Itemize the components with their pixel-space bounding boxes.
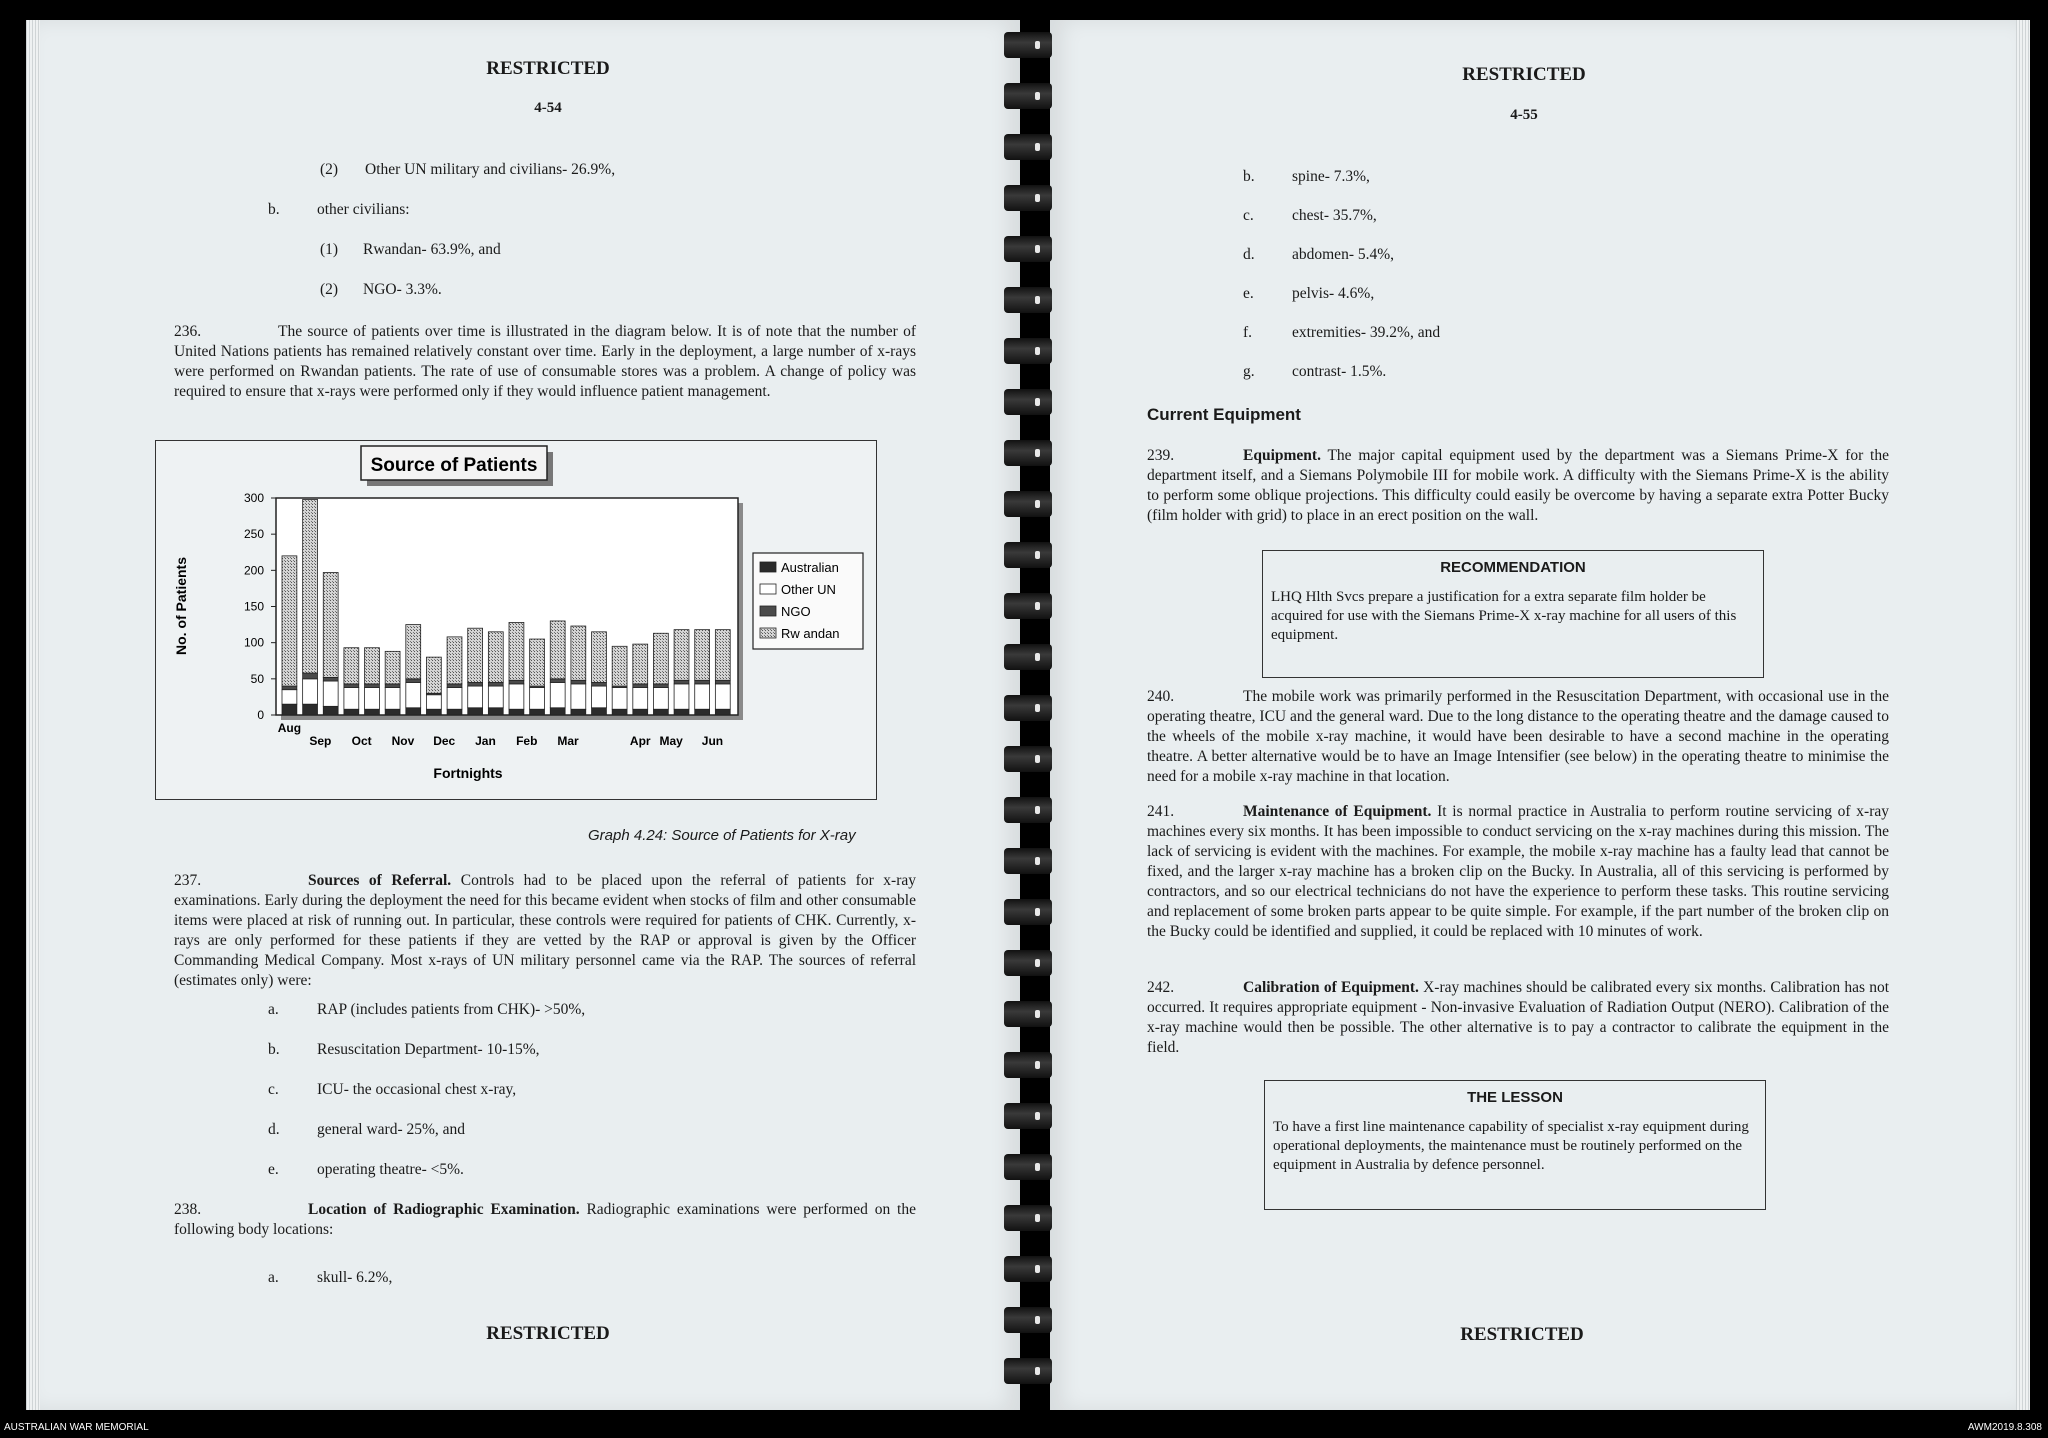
- binding-coil: [1004, 899, 1052, 925]
- bar-segment-australian: [633, 709, 648, 715]
- bar-segment-rwandan: [282, 556, 297, 686]
- bar-segment-ngo: [323, 677, 338, 681]
- right-page: [1050, 20, 2016, 1410]
- list-item-text: RAP (includes patients from CHK)- >50%,: [317, 1001, 586, 1018]
- bar-segment-rwandan: [426, 657, 441, 693]
- para-number: 236.: [174, 323, 202, 340]
- para-number: 241.: [1147, 803, 1175, 820]
- y-tick-label: 0: [257, 708, 264, 722]
- x-tick-label: Jun: [701, 734, 724, 748]
- binding-coil: [1004, 1307, 1052, 1333]
- binding-coil: [1004, 83, 1052, 109]
- binding-coil: [1004, 593, 1052, 619]
- y-tick-label: 300: [243, 491, 264, 505]
- bar-segment-australian: [323, 706, 338, 715]
- bar-segment-ngo: [488, 682, 503, 686]
- bar-segment-rwandan: [550, 621, 565, 679]
- bar-segment-rwandan: [303, 499, 318, 673]
- bar-segment-australian: [365, 709, 380, 715]
- list-item-marker: d.: [1243, 246, 1255, 263]
- bar-segment-ngo: [550, 679, 565, 683]
- legend-label: Australian: [781, 560, 839, 575]
- bar-segment-australian: [612, 709, 627, 715]
- chart-svg: [156, 441, 876, 799]
- list-item-text: operating theatre- <5%.: [317, 1161, 464, 1178]
- binding-coil: [1004, 797, 1052, 823]
- bar-segment-australian: [695, 709, 710, 715]
- para-number: 242.: [1147, 979, 1175, 996]
- footer-restricted: RESTRICTED: [486, 1323, 610, 1344]
- list-item-text: extremities- 39.2%, and: [1292, 324, 1441, 341]
- bar-segment-other-un: [426, 695, 441, 709]
- para-text: The major capital equipment used by the department was a Siemans Prime-X for the department itself, and a Siemans Polymobile III for mobile work. A difficulty with the Siemans Prime-X is the ability to perform some oblique projections. This difficulty could easily be overcome by having a separate extra Potter Bucky (film holder with grid) to place in an erect position on the wall.: [1147, 447, 1889, 524]
- list-item-marker: e.: [268, 1161, 279, 1178]
- list-item-marker: b.: [1243, 168, 1255, 185]
- y-tick-label: 50: [250, 671, 264, 686]
- x-tick-label: Mar: [557, 734, 579, 748]
- list-item-marker: a.: [268, 1269, 279, 1286]
- legend-swatch: [760, 628, 776, 638]
- legend-label: NGO: [781, 604, 811, 619]
- list-item-text: other civilians:: [317, 201, 410, 218]
- bar-segment-australian: [509, 709, 524, 715]
- binding-coil: [1004, 848, 1052, 874]
- list-item-text: Rwandan- 63.9%, and: [363, 241, 501, 258]
- bar-segment-rwandan: [653, 633, 668, 684]
- recommendation-text: LHQ Hlth Svcs prepare a justification for a extra separate film holder be acquired for use with the Siemans Prime-X x-ray machine for all users of this equipment.: [1271, 589, 1737, 643]
- bar-segment-other-un: [468, 686, 483, 708]
- y-tick-label: 150: [243, 599, 264, 614]
- binding-coil: [1004, 440, 1052, 466]
- list-item-marker: b.: [268, 1041, 280, 1058]
- bar-segment-other-un: [592, 686, 607, 708]
- bar-segment-ngo: [344, 684, 359, 688]
- bar-segment-other-un: [633, 688, 648, 710]
- bar-segment-australian: [674, 709, 689, 715]
- bar-segment-rwandan: [695, 630, 710, 681]
- list-item-marker: c.: [268, 1081, 279, 1098]
- bar-segment-ngo: [715, 680, 730, 684]
- list-item-text: spine- 7.3%,: [1292, 168, 1370, 185]
- paragraph-239: [1147, 446, 1889, 526]
- footer-restricted: RESTRICTED: [1460, 1324, 1584, 1345]
- header-restricted: RESTRICTED: [1462, 64, 1586, 85]
- x-tick-label: Oct: [351, 734, 372, 748]
- bar-segment-other-un: [488, 686, 503, 708]
- paragraph-242: [1147, 978, 1889, 1058]
- para-heading: Maintenance of Equipment.: [1243, 803, 1432, 820]
- binding-coil: [1004, 185, 1052, 211]
- bar-segment-ngo: [385, 684, 400, 688]
- list-item-text: contrast- 1.5%.: [1292, 363, 1387, 380]
- bar-segment-other-un: [344, 688, 359, 710]
- bar-segment-other-un: [447, 688, 462, 710]
- binding-coil: [1004, 1154, 1052, 1180]
- paragraph-241: [1147, 802, 1889, 942]
- binding-coil: [1004, 1358, 1052, 1384]
- list-item-marker: (2): [320, 161, 339, 178]
- bar-segment-rwandan: [323, 573, 338, 678]
- header-restricted: RESTRICTED: [486, 58, 610, 79]
- list-item-text: chest- 35.7%,: [1292, 207, 1377, 224]
- list-item-marker: c.: [1243, 207, 1254, 224]
- list-item-marker: (2): [320, 281, 339, 298]
- list-item-text: ICU- the occasional chest x-ray,: [317, 1081, 517, 1098]
- binding-coil: [1004, 134, 1052, 160]
- bar-segment-ngo: [695, 680, 710, 684]
- x-tick-label: Sep: [309, 734, 332, 748]
- bar-segment-rwandan: [385, 651, 400, 684]
- legend-label: Other UN: [781, 582, 836, 597]
- legend-swatch: [760, 562, 776, 572]
- source-of-patients-chart: [155, 440, 877, 800]
- bar-segment-other-un: [303, 679, 318, 704]
- bar-segment-rwandan: [674, 630, 689, 681]
- bar-segment-rwandan: [509, 622, 524, 680]
- bar-segment-other-un: [612, 688, 627, 710]
- x-tick-label: Feb: [516, 734, 538, 748]
- para-text: It is normal practice in Australia to perform routine servicing of x-ray machines every six months. It has been impossible to conduct servicing on the x-ray machines during this mission. The lack of servicing is evident with the machines. For example, the mobile x-ray machine has a faulty lead that cannot be fixed, and the larger x-ray machine has a broken clip on the Bucky. In Australia, all of this servicing is performed by contractors, and so our electrical technicians do not have the experience to perform these tasks. This routine servicing and replacement of some broken parts appear to be quite simple. For example, if the part number of the broken clip on the Bucky could be identified and supplied, it could be replaced with 10 minutes of work.: [1147, 803, 1889, 940]
- binding-coil: [1004, 644, 1052, 670]
- binding-coil: [1004, 287, 1052, 313]
- para-text: Controls had to be placed upon the referral of patients for x-ray examinations. Early during the deployment the need for this became evident when stocks of film and other consumable items were placed at risk of running out. In particular, these controls were required for patients of CHK. Currently, x-rays are only performed for these patients if they are vetted by the RAP or approval is given by the Officer Commanding Medical Company. Most x-rays of UN military personnel came via the RAP. The sources of referral (estimates only) were:: [174, 872, 916, 989]
- y-tick-label: 100: [243, 635, 264, 650]
- recommendation-box: [1262, 550, 1764, 678]
- bar-segment-rwandan: [406, 625, 421, 679]
- bar-segment-australian: [447, 709, 462, 715]
- list-item-marker: (1): [320, 241, 339, 258]
- bar-segment-other-un: [323, 681, 338, 706]
- list-item-marker: b.: [268, 201, 280, 218]
- bar-segment-rwandan: [612, 646, 627, 686]
- bar-segment-australian: [550, 708, 565, 715]
- y-tick-label: 250: [243, 527, 264, 542]
- bar-segment-australian: [385, 709, 400, 715]
- bar-segment-ngo: [365, 684, 380, 688]
- bar-segment-other-un: [550, 682, 565, 707]
- bar-segment-other-un: [674, 684, 689, 709]
- bar-segment-rwandan: [344, 648, 359, 684]
- recommendation-title: RECOMMENDATION: [1440, 559, 1586, 576]
- bar-segment-other-un: [530, 688, 545, 710]
- bar-segment-ngo: [282, 686, 297, 690]
- bar-segment-australian: [530, 709, 545, 715]
- bar-segment-australian: [303, 704, 318, 715]
- bar-segment-other-un: [653, 688, 668, 710]
- x-tick-label: Dec: [433, 734, 456, 748]
- bar-segment-ngo: [674, 680, 689, 684]
- legend-swatch: [760, 584, 776, 594]
- x-axis-label: Fortnights: [433, 765, 503, 781]
- y-axis-label: No. of Patients: [173, 556, 189, 656]
- list-item-marker: f.: [1243, 324, 1253, 341]
- bar-segment-other-un: [365, 688, 380, 710]
- bar-segment-australian: [344, 709, 359, 715]
- page-stack-edge-right: [2016, 20, 2030, 1410]
- archive-reference: AWM2019.8.308: [1967, 1422, 2042, 1433]
- binding-coil: [1004, 1205, 1052, 1231]
- binding-coil: [1004, 746, 1052, 772]
- para-text: Radiographic examinations were performed on the following body locations:: [174, 1201, 916, 1238]
- x-tick-label: Jan: [475, 734, 496, 748]
- bar-segment-australian: [715, 709, 730, 715]
- page-number: 4-54: [534, 100, 562, 116]
- list-item-text: Resuscitation Department- 10-15%,: [317, 1041, 540, 1058]
- para-number: 239.: [1147, 447, 1175, 464]
- bar-segment-ngo: [509, 680, 524, 684]
- bar-segment-ngo: [303, 673, 318, 679]
- list-item-text: Other UN military and civilians- 26.9%,: [365, 161, 616, 178]
- bar-segment-rwandan: [447, 637, 462, 684]
- page-number: 4-55: [1510, 107, 1538, 123]
- paragraph-236: The source of patients over time is illustrated in the diagram below. It is of note that the number of United Nations patients has remained relatively constant over time. Early in the deployment, a large number of x-rays were performed on Rwandan patients. The rate of use of consumable stores was a problem. A change of policy was required to ensure that x-rays were performed only if they would influence patient management.: [174, 323, 916, 400]
- lesson-box: [1264, 1080, 1766, 1210]
- bar-segment-other-un: [715, 684, 730, 709]
- bar-segment-rwandan: [468, 628, 483, 682]
- y-tick-label: 200: [243, 563, 264, 578]
- list-item-marker: a.: [268, 1001, 279, 1018]
- paragraph-238: [174, 1200, 916, 1240]
- bar-segment-ngo: [592, 682, 607, 686]
- x-tick-label: Aug: [277, 721, 302, 735]
- bar-segment-other-un: [282, 690, 297, 704]
- lesson-title: THE LESSON: [1467, 1089, 1563, 1106]
- bar-segment-rwandan: [592, 632, 607, 683]
- x-tick-label: May: [659, 734, 683, 748]
- para-number: 237.: [174, 872, 202, 889]
- bar-segment-other-un: [385, 688, 400, 710]
- list-item-text: general ward- 25%, and: [317, 1121, 466, 1138]
- binding-coil: [1004, 1001, 1052, 1027]
- lesson-text: To have a first line maintenance capability of specialist x-ray equipment during operational deployments, the maintenance must be routinely performed on the equipment in Australia by defence personnel.: [1273, 1119, 1749, 1173]
- bar-segment-rwandan: [715, 630, 730, 681]
- binding-coil: [1004, 695, 1052, 721]
- bar-segment-rwandan: [530, 639, 545, 686]
- bar-segment-other-un: [695, 684, 710, 709]
- section-heading: Current Equipment: [1147, 405, 1301, 424]
- bar-segment-australian: [571, 709, 586, 715]
- x-tick-label: Apr: [629, 734, 651, 748]
- bar-segment-ngo: [406, 679, 421, 683]
- bar-segment-ngo: [571, 680, 586, 684]
- list-item-text: abdomen- 5.4%,: [1292, 246, 1395, 263]
- binding-coil: [1004, 338, 1052, 364]
- list-item-text: NGO- 3.3%.: [363, 281, 442, 298]
- bar-segment-australian: [426, 709, 441, 715]
- paragraph-240: The mobile work was primarily performed in the Resuscitation Department, with occasional use in the operating theatre, ICU and the general ward. Due to the long distance to the operating theatre and the damage caused to the wheels of the mobile x-ray machine, it would have been desirable to have a second machine in the operating theatre. A better alternative would be to have an Image Intensifier (see below) in the operating theatre to minimise the need for a mobile x-ray machine in that location.: [1147, 688, 1889, 785]
- bar-segment-ngo: [653, 684, 668, 688]
- binding-coil: [1004, 1256, 1052, 1282]
- archive-label: AUSTRALIAN WAR MEMORIAL: [4, 1422, 149, 1433]
- para-heading: Location of Radiographic Examination.: [308, 1201, 580, 1218]
- bar-segment-australian: [468, 708, 483, 715]
- list-item-text: skull- 6.2%,: [317, 1269, 393, 1286]
- para-heading: Sources of Referral.: [308, 872, 452, 889]
- binding-coil: [1004, 389, 1052, 415]
- bar-segment-rwandan: [365, 648, 380, 684]
- bar-segment-rwandan: [571, 626, 586, 680]
- spiral-binding: [1004, 20, 1052, 1410]
- bar-segment-other-un: [406, 682, 421, 707]
- bar-segment-other-un: [571, 684, 586, 709]
- bar-segment-australian: [592, 708, 607, 715]
- bar-segment-australian: [488, 708, 503, 715]
- x-tick-label: Nov: [391, 734, 415, 748]
- bar-segment-other-un: [509, 684, 524, 709]
- binding-coil: [1004, 950, 1052, 976]
- para-text: X-ray machines should be calibrated every six months. Calibration has not occurred. It requires appropriate equipment - Non-invasive Evaluation of Radiation Output (NERO). Calibration of the x-ray machine would then be possible. The other alternative is to pay a contractor to calibrate the equipment in the field.: [1147, 979, 1890, 1056]
- list-item-text: pelvis- 4.6%,: [1292, 285, 1375, 302]
- bar-segment-rwandan: [488, 632, 503, 683]
- para-heading: Equipment.: [1243, 447, 1321, 464]
- paragraph-237: [174, 871, 916, 991]
- graph-caption: Graph 4.24: Source of Patients for X-ray: [588, 827, 856, 844]
- bar-segment-australian: [282, 704, 297, 715]
- para-number: 240.: [1147, 688, 1175, 705]
- binding-coil: [1004, 1103, 1052, 1129]
- binding-coil: [1004, 32, 1052, 58]
- bar-segment-australian: [406, 708, 421, 715]
- bar-segment-ngo: [468, 682, 483, 686]
- binding-coil: [1004, 1052, 1052, 1078]
- binding-coil: [1004, 236, 1052, 262]
- list-item-marker: g.: [1243, 363, 1255, 380]
- bar-segment-ngo: [447, 684, 462, 688]
- page-stack-edge-left: [26, 20, 40, 1410]
- bar-segment-rwandan: [633, 644, 648, 684]
- para-number: 238.: [174, 1201, 202, 1218]
- legend-label: Rw andan: [781, 626, 840, 641]
- chart-title: Source of Patients: [370, 455, 538, 476]
- list-item-marker: e.: [1243, 285, 1254, 302]
- bar-segment-ngo: [633, 684, 648, 688]
- legend-swatch: [760, 606, 776, 616]
- binding-coil: [1004, 542, 1052, 568]
- bar-segment-australian: [653, 709, 668, 715]
- binding-coil: [1004, 491, 1052, 517]
- para-heading: Calibration of Equipment.: [1243, 979, 1419, 996]
- list-item-marker: d.: [268, 1121, 280, 1138]
